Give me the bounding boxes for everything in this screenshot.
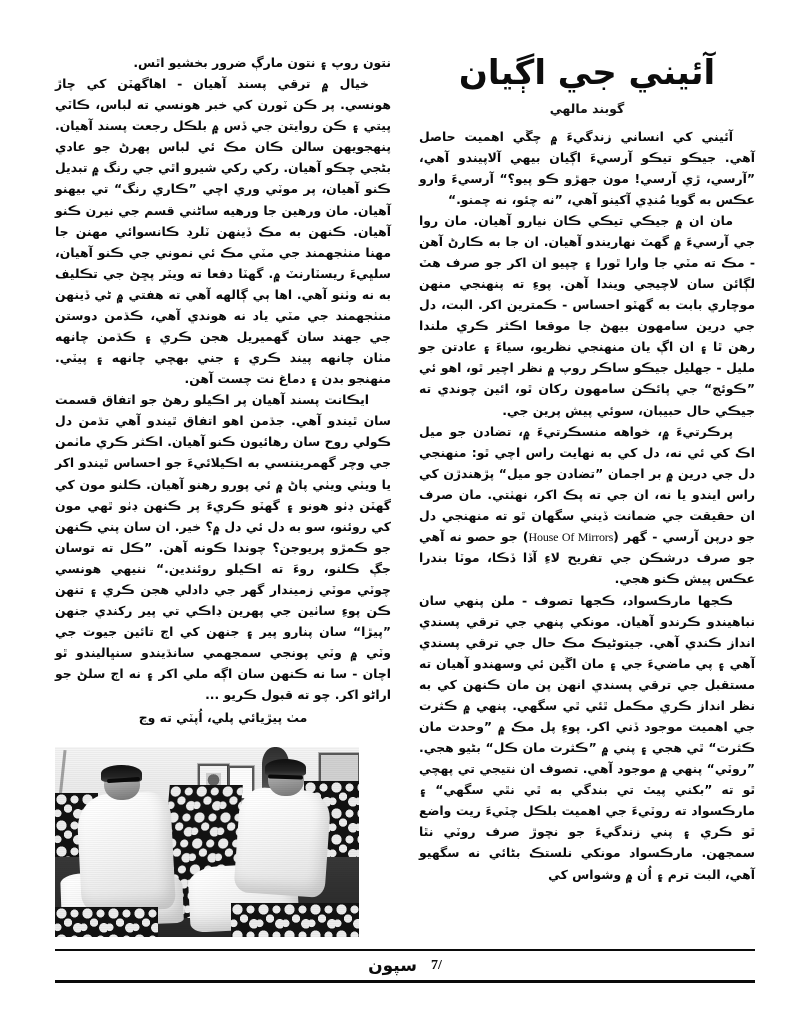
two-column-layout: [55, 52, 755, 937]
column-left: [55, 52, 391, 937]
photo-person-left: [76, 790, 176, 913]
closing-signature: مٺ پيڙيائي پلي، اُپٽي ته وڃ: [138, 710, 308, 726]
article-photograph: [55, 747, 359, 937]
article-body-left: [55, 52, 391, 729]
page-title: آئيني جي اڳيان: [458, 53, 716, 93]
page-content: [55, 52, 755, 937]
photo-person-right: [234, 786, 332, 898]
paragraph: ايڪانت پسند آهيان پر اڪيلو رهڻ جو اتفاق قسمت سان ٿيندو آهي. جڌمن اهو اتفاق ٿيندو آهي تڌمن دل ڪولي روح سان رهائيون ڪنو آهيان. اڪثر ڪري ماٺمن جي وچر گهمريننسي به اڪيلائيءَ جو احساس ٿيندو اکر يا ويٺي ويٺي پاڻ ۾ ئي پورو رهنو آهيان. ڪلنو مون کي گهٽن ڊٺو هونو ۽ گهٽو ڪريءَ پر ڪنهن ڊٺو ٿهي مون کي روئنو، سو به دل ئي دل ۾؟ خير. ان سان پني ڪنهن جو ڪمڙو پريوجن؟ چوندا ڪونه آهن. ”ڪل ته توسان جڳ ڪلنو، روءَ ته اڪيلو روئندين.“ ننيهي هونسي چوٽي موٽي زميندار گهر جي دادلي هجن ڪري ۽ تنهن ڪن پوءِ ساٺين جي پهرين ڊاڪي تي پير رکندي جنهن ”پيڙا“ سان پنارو پير ۽ جنهن کي اڄ تائين جيوت جي وٽي ۾ وٽي پونجي سمجهمي سانڌيندو سنڀاليندو ٿو اچان - سا نه ڪنهن سان اڳه ملي اکر ۽ نه اڄ سلڻ جو اراڻو اکر. چو ته قبول ڪريو ...: [55, 392, 391, 703]
author-byline: گوبند مالهي: [549, 100, 625, 116]
magazine-name: سپون: [368, 955, 417, 976]
footer-content: [55, 951, 755, 980]
article-body-right: [419, 126, 755, 885]
inline-latin-term: House Of Mirrors: [528, 529, 614, 544]
page-footer: [55, 949, 755, 983]
photo-sofa-pattern: [55, 907, 158, 937]
paragraph: آئيني کي انساني زندگيءَ ۾ چڱي اهميت حاصل آهي. جيڪو تيڪو آرسيءَ اڳيان بيهي آلاپيندو آهي، ”آرسي، ڙي آرسي! مون جهڙو ڪو پيو؟“ آرسيءَ وارو عڪس به گويا مُنڍي آکينو آهي، ”نه چئو، نه چمنو.“: [419, 128, 755, 207]
footer-rule-bottom: [55, 980, 755, 983]
paragraph: خيال ۾ ترقي پسند آهيان - اهاگهٽن کي چاڙ هونسي. پر ڪن ٽورن کي خبر هونسي ته لباس، ڪاٽي پيتي ۽ ڪن روايتن جي ڏس ۾ بلڪل رجعت پسند آهيان. پنهجويهن سالن ڪان مڪ ئي لباس پهرڻ جو عادي بڻجي چڪو آهيان. رکي رکي شيرو اٿي جي رنگ ۾ تبديل ڪنو آهيان، پر موٽي وري اچي ”ڪاري رنگ“ تي بيهنو آهيان. مان ورهين جا ورهيه ساڻني قسم جي نيرن ڪنو آهيان. ڪنهن به مڪ ڏينهن ٽلرڊ ڪانسوائي مهنن جا مهنا منٺجهمند جي مٽي مڪ ئي نموني جي ڪنو آهيان، سلڀيءَ ريسٽارنٽ ۾. گهٽا دفعا ته ويٽر پڇڻ جي تڪليف به نه وٺنو آهي. اها ٻي ڳالهه آهي ته هفتي ۾ ٹي ڏينهن منٺجهمند جي مٽي ياد نه هوندي آهي، ڪڌمن دوستن جي جهند سان گهميريل هجن ڪري ۽ ڪڌمن چانهه مٺان چانهه پيند ڪري ۽ جني بهچي چانهه ۽ پيٽي. منهنجو بدن ۽ دماغ نت چست آهن.: [55, 76, 391, 387]
paragraph: ڪجها مارڪسواد، ڪجها تصوف - ملن پنهي سان نباهيندو ڪرندو آهيان. مونکي پنهي جي ترقي پسندي انداز ڪندي آهي. جيتوڻيڪ مڪ حال جي ترقي پسندي آهي ۽ پي ماضيءَ جي ۽ مان اڱين ئي وسهندو آهيان ته مستقبل جي ترقي پسندي انهن پن مان ڪنهن کي به نظر انداز ڪري مڪمل ٿئي ٿي سگهي. پنهي ۾ ڪثرت جي اهميت موجود ڏني اکر. پوءِ پل مڪ ۾ ”وحدت مان ڪثرت“ ٿي هجي ۽ پني ۾ ”ڪثرت مان ڪل“ بڻيو هجي. ”روٽي“ پنهي ۾ موجود آهي. تصوف ان نتيجي تي پهچي ٿو ته ”بکني پيٽ تي بندگي به ٿي نٿي سگهي“ ۽ مارڪسواد ته روٽيءَ جي اهميت بلڪل چٽيءَ ريت واضع ٿو ڪري ۽ پني زندگيءَ جو نچوڙ صرف روٽي نٿا سمجهن. مارڪسواد مونکي نلستڪ بڻائي نه سگهيو آهي، البت ترم ۽ اُن ۾ وشواس کي: [419, 592, 755, 882]
paragraph: نتون روپ ۽ نتون مارڳ ضرور بخشيو اٿس.: [133, 55, 391, 70]
paragraph: پرڪرتيءَ ۾، خواهه منسڪرتيءَ ۾، تضادن جو ميل اڪ کي ئي نه، دل کي به نهايت راس اچي ٿو: منهنجي دل جي درين ۾ بر اجمان ”تضادن جو ميل“ پڙهندڙن کي راس ايندو يا نه، ان جي ته پڪ اکر، نهٺتي. مان صرف ان حقيقت جي ضمانت ڏيني سگهان ٿو ته منهنجي دل جو درپن آرسي - گهر (House Of Mirrors) جو حصو نه آهي جو صرف درشڪن جي تفريح لاءِ آڏا ڏڪا، موٽا بندرا عڪس پيش ڪنو هجي.: [419, 423, 755, 587]
photo-image: [55, 747, 359, 937]
photo-sofa-pattern: [231, 903, 359, 937]
page-number: 7/: [430, 957, 442, 973]
photo-glasses-right: [268, 774, 303, 779]
paragraph: مان ان ۾ جيڪي تيڪي ڪان نيارو آهيان. مان روا جي آرسيءَ ۾ گهٽ نهاريندو آهيان. ان جا به ڪارڻ آهن - مڪ ته مٽي جا وارا ٿورا ۽ چپيو ان اکر جو صرف هٽ لڳائن سان لاچيجي ويندا آهن. پوءِ ته پنهنجي منهن موچاري بابت به گهٽو احساس - ڪمترين اکر. البت، دل جي درين سامهون بيهڻ جا موقعا اڪثر ڪري ملندا رهن ٿا ۽ ان اڳ يان منهنجي نظريو، سياءَ ۽ عادتن جو مليل - جهليل جيڪو ساڪر روپ ۾ نظر اچير ٿو، اهو ئي ”ڪوئج“ جي پائڪن سامهون رکان ٿو، ائين چوندي ته جيڪي حال حبيبان، سوئي پيش پرين جي.: [419, 212, 755, 418]
column-right: [419, 52, 755, 937]
